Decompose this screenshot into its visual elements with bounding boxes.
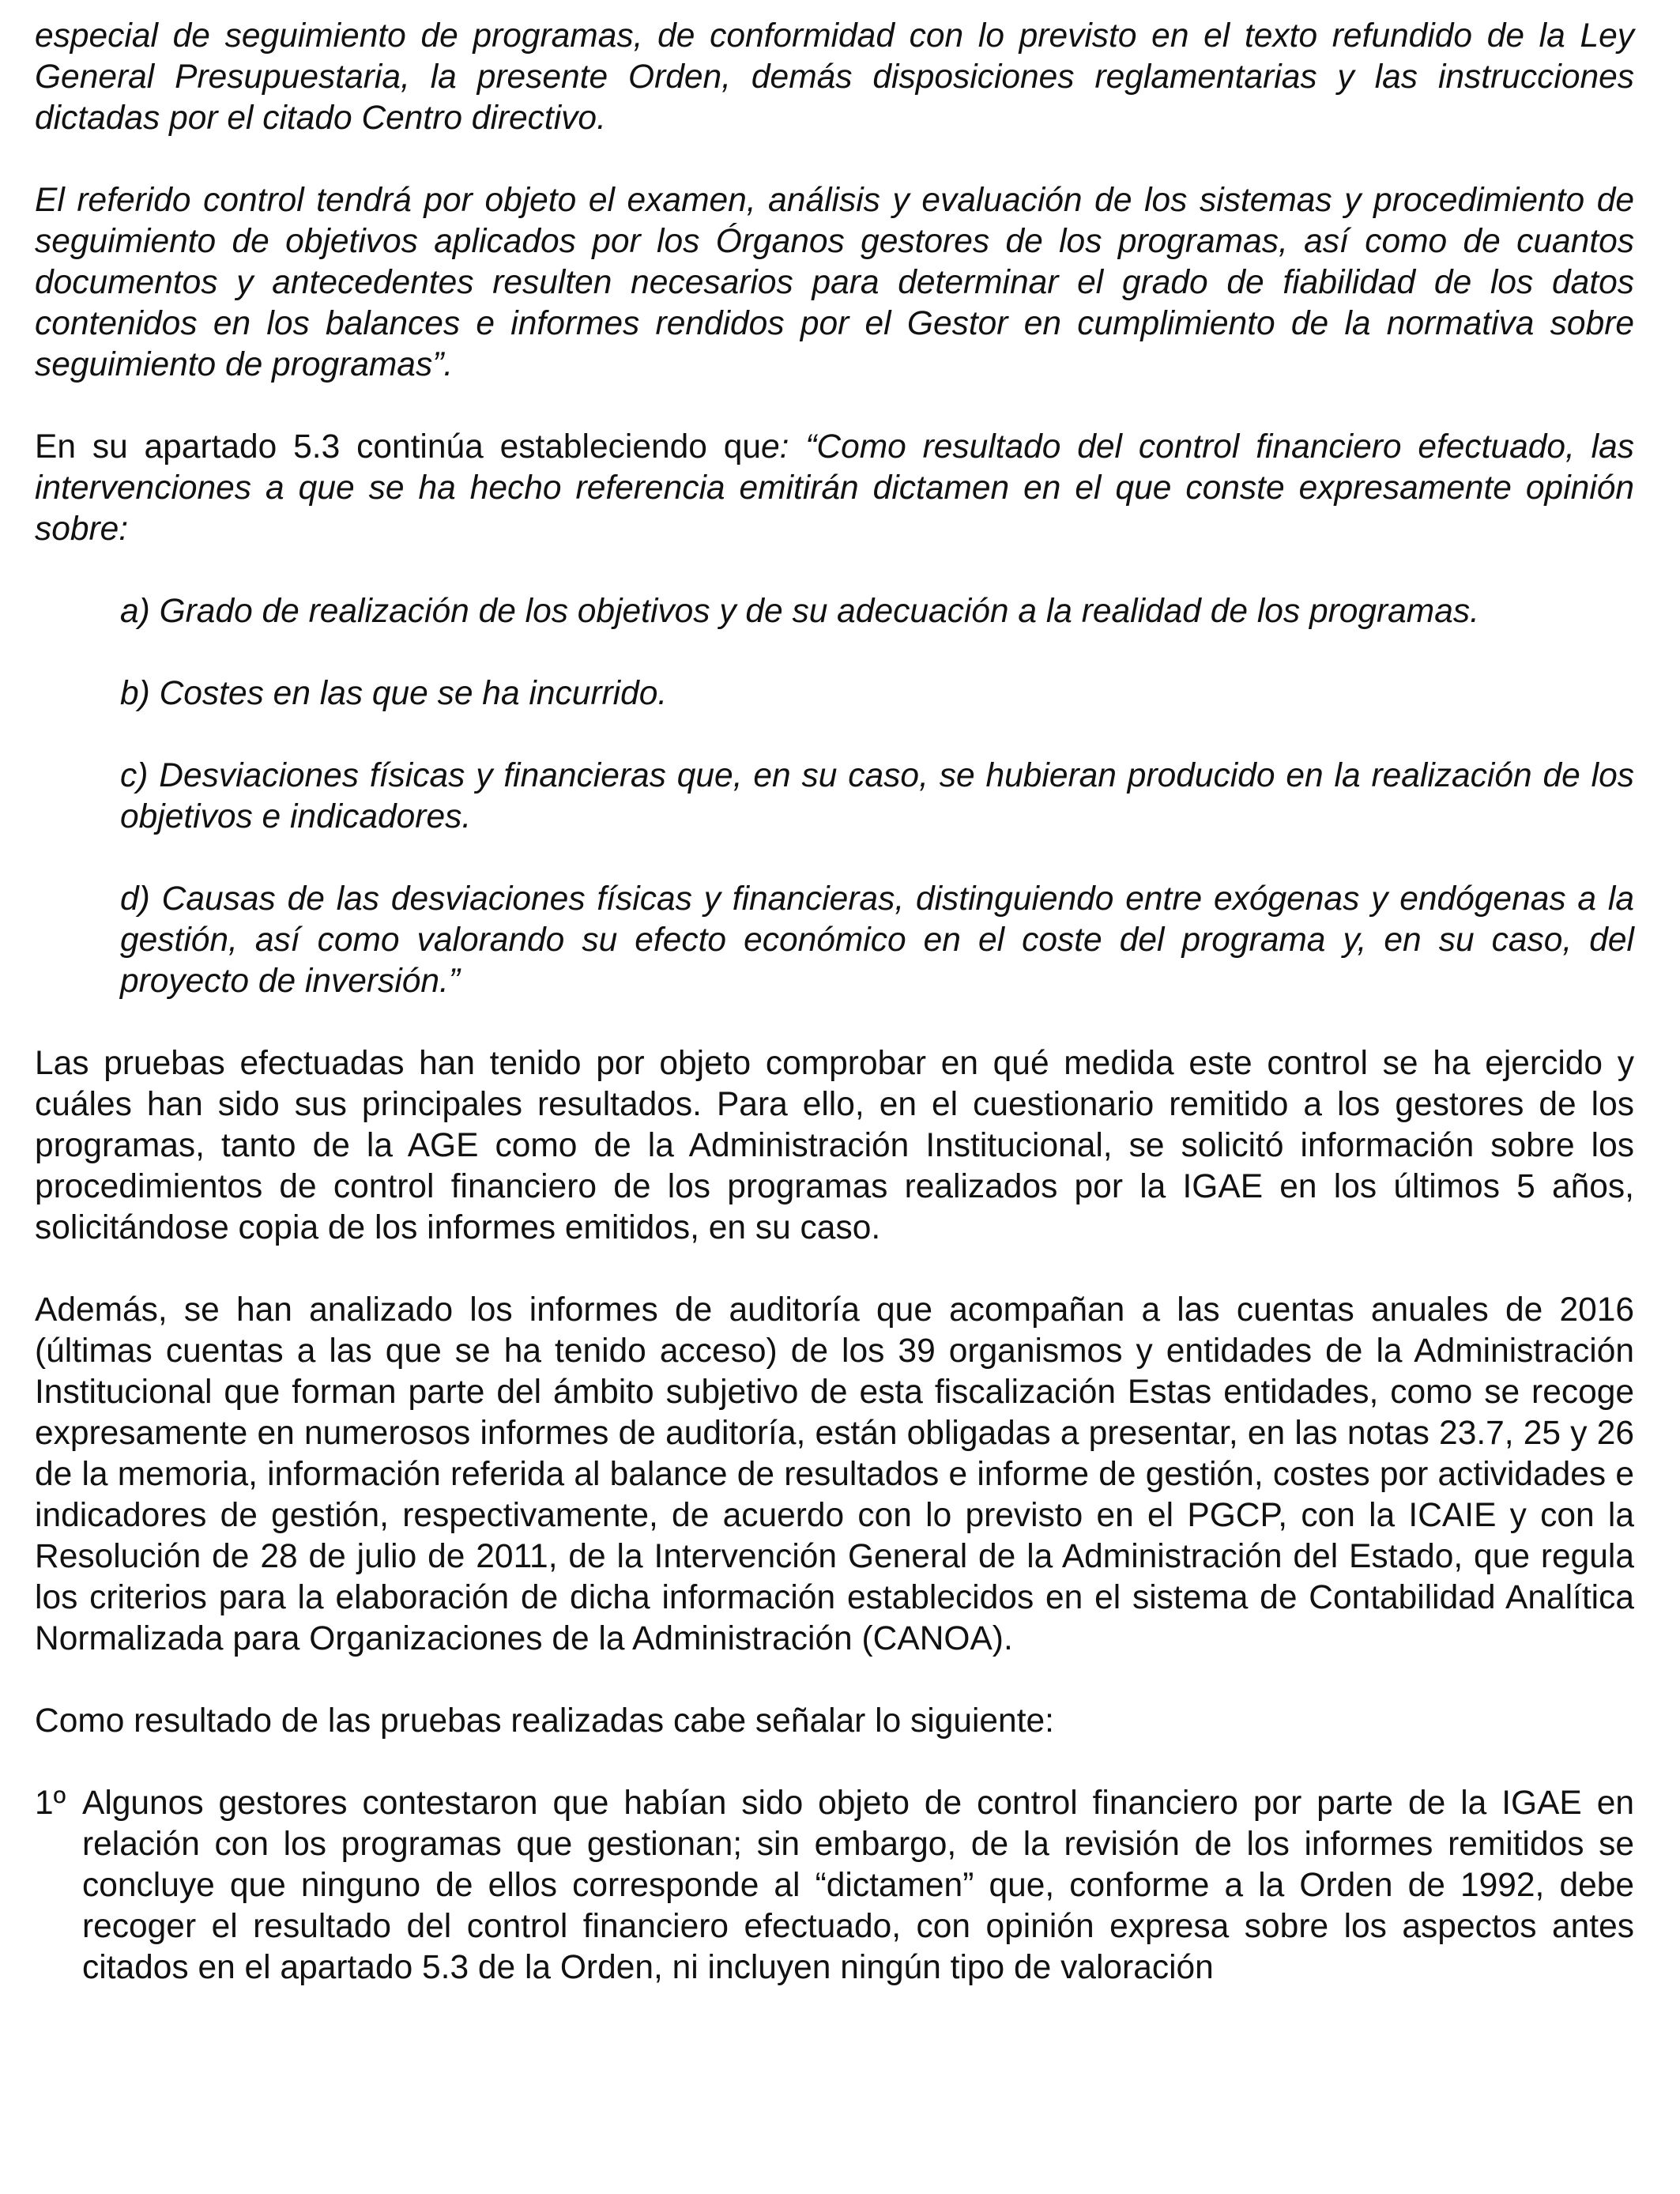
paragraph-audit-reports: Además, se han analizado los informes de auditoría que acompañan a las cuentas anuales de 2016 (últimas cuentas a las que se ha tenido acceso) de los 39 organismos y entidades de la Administración Institucional que forman parte del ámbito subjetivo de esta fiscalización Estas entidades, como se recoge expresamente en numerosos informes de auditoría, están obligadas a presentar, en las notas 23.7, 25 y 26 de la memoria, información referida al balance de resultados e informe de gestión, costes por actividades e indicadores de gestión, respectivamente, de acuerdo con lo previsto en el PGCP, con la ICAIE y con la Resolución de 28 de julio de 2011, de la Intervención General de la Administración del Estado, que regula los criterios para la elaboración de dicha información establecidos en el sistema de Contabilidad Analítica Normalizada para Organizaciones de la Administración (CANOA). (35, 1291, 1634, 1657)
paragraph-tests: Las pruebas efectuadas han tenido por objeto comprobar en qué medida este control se ha ejercido y cuáles han sido sus principales resultados. Para ello, en el cuestionario remitido a los gestores de los programas, tanto de la AGE como de la Administración Institucional, se solicitó información sobre los procedimientos de control financiero de los programas realizados por la IGAE en los últimos 5 años, solicitándose copia de los informes emitidos, en su caso. (35, 1045, 1634, 1246)
paragraph-control-objective: El referido control tendrá por objeto el examen, análisis y evaluación de los sistemas y procedimiento de seguimiento de objetivos aplicados por los Órganos gestores de los programas, así como de cuantos documentos y antecedentes resulten necesarios para determinar el grado de fiabilidad de los datos contenidos en los balances e informes rendidos por el Gestor en cumplimiento de la normativa sobre seguimiento de programas”. (35, 182, 1634, 383)
quote-item-d: d) Causas de las desviaciones físicas y financieras, distinguiendo entre exógenas y endógenas a la gestión, así como valorando su efecto económico en el coste del programa y, en su caso, del proyecto de inversión.” (120, 880, 1634, 1000)
section-5-3-quote: e: “Como resultado del control financiero efectuado, las intervenciones a que se ha hecho referencia emitirán dictamen en el que conste expresamente opinión sobre: (35, 428, 1634, 548)
document-page (35, 16, 1634, 1989)
quote-item-a: a) Grado de realización de los objetivos y de su adecuación a la realidad de los programas. (120, 593, 1479, 630)
section-5-3-lead: En su apartado 5.3 continúa estableciendo qu (35, 428, 761, 466)
quote-item-b: b) Costes en las que se ha incurrido. (120, 675, 668, 712)
paragraph-section-5-3 (35, 427, 1634, 550)
list-item-number: 1º (35, 1785, 66, 1822)
list-item-1 (35, 1783, 1634, 1989)
paragraph-intro: especial de seguimiento de programas, de conformidad con lo previsto en el texto refundido de la Ley General Presupuestaria, la presente Orden, demás disposiciones reglamentarias y las instrucciones dictadas por el citado Centro directivo. (35, 17, 1634, 137)
list-item-text: Algunos gestores contestaron que habían sido objeto de control financiero por parte de la IGAE en relación con los programas que gestionan; sin embargo, de la revisión de los informes remitidos se concluye que ninguno de ellos corresponde al “dictamen” que, conforme a la Orden de 1992, debe recoger el resultado del control financiero efectuado, con opinión expresa sobre los aspectos antes citados en el apartado 5.3 de la Orden, ni incluyen ningún tipo de valoración (82, 1785, 1634, 1986)
quote-item-c: c) Desviaciones físicas y financieras que, en su caso, se hubieran producido en la realización de los objetivos e indicadores. (120, 757, 1634, 835)
paragraph-results-intro: Como resultado de las pruebas realizadas cabe señalar lo siguiente: (35, 1702, 1054, 1740)
